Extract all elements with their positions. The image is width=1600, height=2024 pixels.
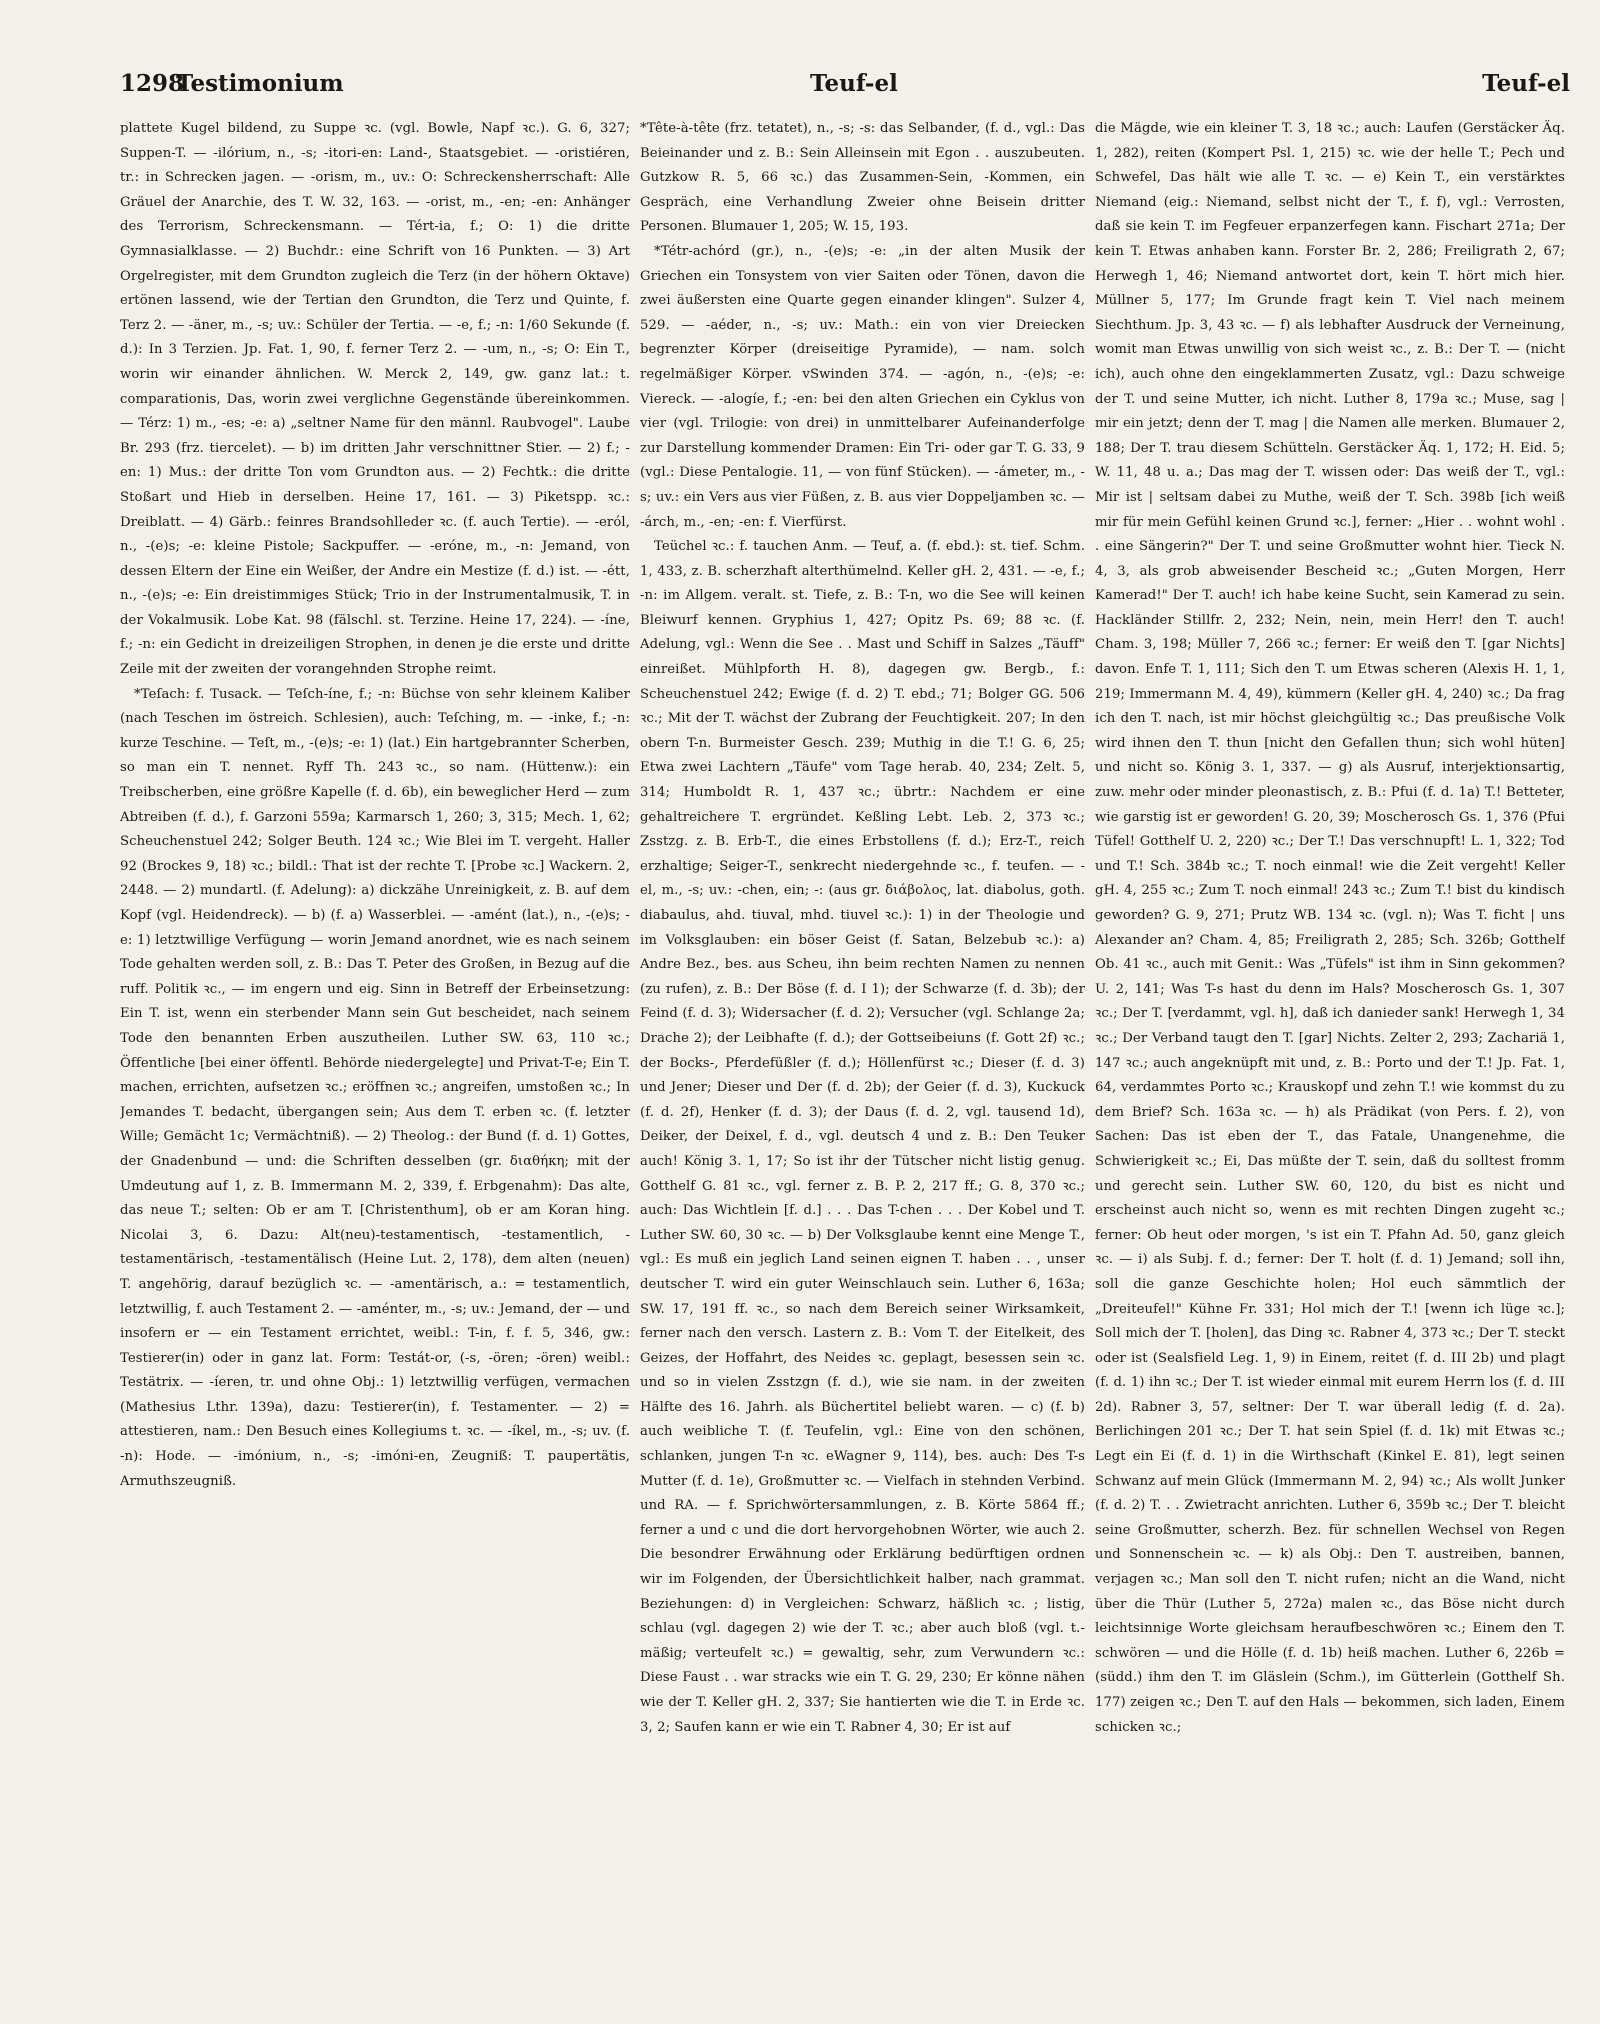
center-catchword: Teuf-el — [810, 70, 898, 97]
column-right — [1095, 117, 1565, 2007]
entry-paragraph: plattete Kugel bildend, zu Suppe ꝛc. (vgl. Bowle, Napf ꝛc.). G. 6, 327; Suppen-T. — -ilórium, n., -s; -itori-en: Land-, Staatsgebiet. — -oristiéren, tr.: in Schrecken jagen. — -orism, m., uv.: O: Schreckensherrschaft: Alle Gräuel der Anarchie, des T. W. 32, 163. — -orist, m., -en; -en: Anhänger des Terrorism, Schreckensmann. — Tért-ia, f.; O: 1) die dritte Gymnasialklasse. — 2) Buchdr.: eine Schrift von 16 Punkten. — 3) Art Orgelregister, mit dem Grundton zugleich die Terz (in der höhern Oktave) ertönen lassend, wie der Tertian den Grundton, die Terz und Quinte, f. Terz 2. — -äner, m., -s; uv.: Schüler der Tertia. — -e, f.; -n: 1/60 Sekunde (f. d.): In 3 Terzien. Jp. Fat. 1, 90, f. ferner Terz 2. — -um, n., -s; O: Ein T., worin wir einander ähnlichen. W. Merck 2, 149, gw. ganz lat.: t. comparationis, Das, worin zwei verglichne Gegenstände übereinkommen. — Térz: 1) m., -es; -e: a) „seltner Name für den männl. Raubvogel". Laube Br. 293 (frz. tiercelet). — b) im dritten Jahr verschnittner Stier. — 2) f.; -en: 1) Mus.: der dritte Ton vom Grundton aus. — 2) Fechtk.: die dritte Stoßart und Hieb in derselben. Heine 17, 161. — 3) Piketspp. ꝛc.: Dreiblatt. — 4) Gärb.: feinres Brandsohlleder ꝛc. (f. auch Tertie). — -eról, n., -(e)s; -e: kleine Pistole; Sackpuffer. — -eróne, m., -n: Jemand, von dessen Eltern der Eine ein Weißer, der Andre ein Mestize (f. d.) ist. — -étt, n., -(e)s; -e: Ein dreistimmiges Stück; Trio in der Instrumentalmusik, T. in der Vokalmusik. Lobe Kat. 98 (fälschl. st. Terzine. Heine 17, 224). — -íne, f.; -n: ein Gedicht in dreizeiligen Strophen, in denen je die erste und dritte Zeile mit der zweiten der vorangehnden Strophe reimt. — [120, 121, 630, 678]
column-middle — [640, 117, 1085, 2007]
right-catchword: Teuf-el — [1482, 70, 1570, 97]
entry-paragraph: *Teſach: f. Tusack. — Teſch-íne, f.; -n: Büchse von sehr kleinem Kaliber (nach Teschen im östreich. Schlesien), auch: Teſching, m. — -inke, f.; -n: kurze Teschine. — Teſt, m., -(e)s; -e: 1) (lat.) Ein hartgebrannter Scherben, so man ein T. nennet. Ryff Th. 243 ꝛc., so nam. (Hüttenw.): ein Treibscherben, eine größre Kapelle (f. d. 6b), ein beweglicher Herd — zum Abtreiben (f. d.), f. Garzoni 559a; Karmarsch 1, 260; 3, 315; Mech. 1, 62; Scheuchenstuel 242; Solger Beuth. 124 ꝛc.; Wie Blei im T. vergeht. Haller 92 (Brockes 9, 18) ꝛc.; bildl.: That ist der rechte T. [Probe ꝛc.] Wackern. 2, 2448. — 2) mundartl. (f. Adelung): a) dickzähe Unreinigkeit, z. B. auf dem Kopf (vgl. Heidendreck). — b) (f. a) Wasserblei. — -amént (lat.), n., -(e)s; -e: 1) letztwillige Verfügung — worin Jemand anordnet, wie es nach seinem Tode gehalten werden soll, z. B.: Das T. Peter des Großen, in Bezug auf die ruff. Politik ꝛc., — im engern und eig. Sinn in Betreff der Erbeinsetzung: Ein T. ist, wenn ein sterbender Mann sein Gut bescheidet, nach seinem Tode den benannten Erben auszutheilen. Luther SW. 63, 110 ꝛc.; Öffentliche [bei einer öffentl. Behörde niedergelegte] und Privat-T-e; Ein T. machen, errichten, aufsetzen ꝛc.; eröffnen ꝛc.; angreifen, umstoßen ꝛc.; In Jemandes T. bedacht, übergangen sein; Aus dem T. erben ꝛc. (f. letzter Wille; Gemächt 1c; Vermächtniß). — 2) Theolog.: der Bund (f. d. 1) Gottes, der Gnadenbund — und: die Schriften desselben (gr. διαθήκη; mit der Umdeutung auf 1, z. B. Immermann M. 2, 339, f. Erbgenahm): Das alte, das neue T.; selten: Ob er am T. [Christenthum], ob er am Koran hing. Nicolai 3, 6. Dazu: Alt(neu)-testamentisch, -testamentlich, -testamentärisch, -testamentälisch (Heine Lut. 2, 178), dem alten (neuen) T. angehörig, darauf bezüglich ꝛc. — -amentärisch, a.: = testamentlich, letztwillig, f. auch Testament 2. — -aménter, m., -s; uv.: Jemand, der — und insofern er — ein Testament errichtet, weibl.: T-in, f. f. 5, 346, gw.: Testierer(in) oder in ganz lat. Form: Testát-or, (-s, -ören; -ören) weibl.: Testätrix. — -íeren, tr. und ohne Obj.: 1) letztwillig verfügen, vermachen (Mathesius Lthr. 139a), dazu: Testierer(in), f. Testamenter. — 2) = attestieren, nam.: Den Besuch eines Kollegiums t. ꝛc. — -íkel, m., -s; uv. (f. -n): Hode. — -imónium, n., -s; -imóni-en, Zeugniß: T. paupertätis, Armuthszeugniß. — [120, 686, 630, 1489]
column-left — [120, 117, 630, 2007]
entry-paragraph: *Tétr-achórd (gr.), n., -(e)s; -e: „in der alten Musik der Griechen ein Tonsystem von vier Saiten oder Tönen, davon die zwei äußersten eine Quarte gegen einander klingen". Sulzer 4, 529. — -aéder, n., -s; uv.: Math.: ein von vier Dreiecken begrenzter Körper (dreiseitige Pyramide), — nam. solch regelmäßiger Körper. vSwinden 374. — -agón, n., -(e)s; -e: Viereck. — -alogíe, f.; -en: bei den alten Griechen ein Cyklus von vier (vgl. Trilogie: von drei) in unmittelbarer Aufeinanderfolge zur Darstellung kommender Dramen: Ein Tri- oder gar T. G. 33, 9 (vgl.: Diese Pentalogie. 11, — von fünf Stücken). — -ámeter, m., -s; uv.: ein Vers aus vier Füßen, z. B. aus vier Doppeljamben ꝛc. — -árch, m., -en; -en: f. Vierfürst. — [640, 243, 1085, 530]
entry-paragraph: *Tête-à-tête (frz. tetatet), n., -s; -s: das Selbander, (f. d., vgl.: Das Beieinander und z. B.: Sein Alleinsein mit Egon . . auszubeuten. Gutzkow R. 5, 66 ꝛc.) das Zusammen-Sein, -Kommen, ein Gespräch, eine Verhandlung Zweier ohne Beisein dritter Personen. Blumauer 1, 205; W. 15, 193. — [640, 121, 1085, 235]
entry-paragraph: Teüchel ꝛc.: f. tauchen Anm. — Teuf, a. (f. ebd.): st. tief. Schm. 1, 433, z. B. scherzhaft alterthümelnd. Keller gH. 2, 431. — -e, f.; -n: im Allgem. veralt. st. Tiefe, z. B.: T-n, wo die See will keinen Bleiwurf kennen. Gryphius 1, 427; Opitz Ps. 69; 88 ꝛc. (f. Adelung, vgl.: Wenn die See . . Mast und Schiff in Salzes „Täuff" einreißet. Mühlpforth H. 8), dagegen gw. Bergb., f.: Scheuchenstuel 242; Ewige (f. d. 2) T. ebd.; 71; Bolger GG. 506 ꝛc.; Mit der T. wächst der Zubrang der Feuchtigkeit. 207; In den obern T-n. Burmeister Gesch. 239; Muthig in die T.! G. 6, 25; Etwa zwei Lachtern „Täufe" vom Tage herab. 40, 234; Zelt. 5, 314; Humboldt R. 1, 437 ꝛc.; übrtr.: Nachdem er eine gehaltreichere T. ergründet. Keßling Lebt. Leb. 2, 373 ꝛc.; Zsstzg. z. B. Erb-T., die eines Erbstollens (f. d.); Erz-T., reich erzhaltige; Seiger-T., senkrecht niedergehnde ꝛc., f. teufen. — -el, m., -s; uv.: -chen, ein; -: (aus gr. διάβολος, lat. diabolus, goth. diabaulus, ahd. tiuval, mhd. tiuvel ꝛc.): 1) in der Theologie und im Volksglauben: ein böser Geist (f. Satan, Belzebub ꝛc.): a) Andre Bez., bes. aus Scheu, ihn beim rechten Namen zu nennen (zu rufen), z. B.: Der Böse (f. d. I 1); der Schwarze (f. d. 3b); der Feind (f. d. 3); Widersacher (f. d. 2); Versucher (vgl. Schlange 2a; Drache 2); der Leibhafte (f. d.); der Gottseibeiuns (f. Gott 2f) ꝛc.; der Bocks-, Pferdefüßler (f. d.); Höllenfürst ꝛc.; Dieser (f. d. 3) und Jener; Dieser und Der (f. d. 2b); der Geier (f. d. 3), Kuckuck (f. d. 2f), Henker (f. d. 3); der Daus (f. d. 2, vgl. tausend 1d), Deiker, der Deixel, f. d., vgl. deutsch 4 und z. B.: Den Teuker auch! König 3. 1, 17; So ist ihr der Tütscher nicht listig genug. Gotthelf G. 81 ꝛc., vgl. ferner z. B. P. 2, 217 ff.; G. 8, 370 ꝛc.; auch: Das Wichtlein [f. d.] . . . Das T-chen . . . Der Kobel und T. Luther SW. 60, 30 ꝛc. — b) Der Volksglaube kennt eine Menge T., vgl.: Es muß ein jeglich Land seinen eignen T. haben . . , unser deutscher T. wird ein guter Weinschlauch sein. Luther 6, 163a; SW. 17, 191 ff. ꝛc., so nach dem Bereich seiner Wirksamkeit, ferner nach den versch. Lastern z. B.: Vom T. der Eitelkeit, des Geizes, der Hoffahrt, des Neides ꝛc. geplagt, besessen sein ꝛc. und so in vielen Zsstzgn (f. d.), wie sie nam. in der zweiten Hälfte des 16. Jahrh. als Büchertitel beliebt waren. — c) (f. b) auch weibliche T. (f. Teufelin, vgl.: Eine von den schönen, schlanken, jungen T-n ꝛc. eWagner 9, 114), bes. auch: Des T-s Mutter (f. d. 1e), Großmutter ꝛc. — Vielfach in stehnden Verbind. und RA. — f. Sprichwörtersammlungen, z. B. Körte 5864 ff.; ferner a und c und die dort hervorgehobnen Wörter, wie auch 2. Die besondrer Erwähnung oder Erklärung bedürftigen ordnen wir im Folgenden, der Übersichtlichkeit halber, nach grammat. Beziehungen: d) in Vergleichen: Schwarz, häßlich ꝛc. ; listig, schlau (vgl. dagegen 2) wie der T. ꝛc.; aber auch bloß (vgl. t.-mäßig; verteufelt ꝛc.) = gewaltig, sehr, zum Verwundern ꝛc.: Diese Faust . . war stracks wie ein T. G. 29, 230; Er könne nähen wie der T. Keller gH. 2, 337; Sie hantierten wie die T. in Erde ꝛc. 3, 2; Saufen kann er wie ein T. Rabner 4, 30; Er ist auf — [640, 539, 1085, 1735]
page-number: 1298 — [120, 70, 185, 97]
entry-paragraph: die Mägde, wie ein kleiner T. 3, 18 ꝛc.; auch: Laufen (Gerstäcker Äq. 1, 282), reiten (Kompert Psl. 1, 215) ꝛc. wie der helle T.; Pech und Schwefel, Das hält wie alle T. ꝛc. — e) Kein T., ein verstärktes Niemand (eig.: Niemand, selbst nicht der T., f. f), vgl.: Verrosten, daß sie kein T. im Fegfeuer erpanzerfegen kann. Fischart 271a; Der kein T. Etwas anhaben kann. Forster Br. 2, 286; Freiligrath 2, 67; Herwegh 1, 46; Niemand antwortet dort, kein T. hört mich hier. Müllner 5, 177; Im Grunde fragt kein T. Viel nach meinem Siechthum. Jp. 3, 43 ꝛc. — f) als lebhafter Ausdruck der Verneinung, womit man Etwas unwillig von sich weist ꝛc., z. B.: Der T. — (nicht ich), auch ohne den eingeklammerten Zusatz, vgl.: Dazu schweige der T. und seine Mutter, ich nicht. Luther 8, 179a ꝛc.; Muse, sag | mir ein jetzt; denn der T. mag | die Namen alle merken. Blumauer 2, 188; Der T. trau diesem Schütteln. Gerstäcker Äq. 1, 172; H. Eid. 5; W. 11, 48 u. a.; Das mag der T. wissen oder: Das weiß der T., vgl.: Mir ist | seltsam dabei zu Muthe, weiß der T. Sch. 398b [ich weiß mir für mein Gefühl keinen Grund ꝛc.], ferner: „Hier . . wohnt wohl . . eine Sängerin?" Der T. und seine Großmutter wohnt hier. Tieck N. 4, 3, als grob abweisender Bescheid ꝛc.; „Guten Morgen, Herr Kamerad!" Der T. auch! ich habe keine Sucht, sein Kamerad zu sein. Hackländer Stillfr. 2, 232; Nein, nein, mein Herr! den T. auch! Cham. 3, 198; Müller 7, 266 ꝛc.; ferner: Er weiß den T. [gar Nichts] davon. Enfe T. 1, 111; Sich den T. um Etwas scheren (Alexis H. 1, 1, 219; Immermann M. 4, 49), kümmern (Keller gH. 4, 240) ꝛc.; Da frag ich den T. nach, ist mir höchst gleichgültig ꝛc.; Das preußische Volk wird ihnen den T. thun [nicht den Gefallen thun; sich wohl hüten] und nicht so. König 3. 1, 337. — g) als Ausruf, interjektionsartig, zuw. mehr oder minder pleonastisch, z. B.: Pfui (f. d. 1a) T.! Betteter, wie garstig ist er geworden! G. 20, 39; Moscherosch Gs. 1, 376 (Pfui Tüfel! Gotthelf U. 2, 220) ꝛc.; Der T.! Das verschnupft! L. 1, 322; Tod und T.! Sch. 384b ꝛc.; T. noch einmal! wie die Zeit vergeht! Keller gH. 4, 255 ꝛc.; Zum T. noch einmal! 243 ꝛc.; Zum T.! bist du kindisch geworden? G. 9, 271; Prutz WB. 134 ꝛc. (vgl. n); Was T. ficht | uns Alexander an? Cham. 4, 85; Freiligrath 2, 285; Sch. 326b; Gotthelf Ob. 41 ꝛc., auch mit Genit.: Was „Tüfels" ist ihm in Sinn gekommen? U. 2, 141; Was T-s hast du denn im Hals? Moscherosch Gs. 1, 307 ꝛc.; Der T. [verdammt, vgl. h], daß ich danieder sank! Herwegh 1, 34 ꝛc.; Der Verband taugt den T. [gar] Nichts. Zelter 2, 293; Zachariä 1, 147 ꝛc.; auch angeknüpft mit und, z. B.: Porto und der T.! Jp. Fat. 1, 64, verdammtes Porto ꝛc.; Krauskopf und zehn T.! wie kommst du zu dem Brief? Sch. 163a ꝛc. — h) als Prädikat (von Pers. f. 2), von Sachen: Das ist eben der T., das Fatale, Unangenehme, die Schwierigkeit ꝛc.; Ei, Das müßte der T. sein, daß du solltest fromm und gerecht sein. Luther SW. 60, 120, du bist es nicht und erscheinst auch nicht so, wenn es mit rechten Dingen zugeht ꝛc.; ferner: Ob heut oder morgen, 's ist ein T. Pfahn Ad. 50, ganz gleich ꝛc. — i) als Subj. f. d.; ferner: Der T. holt (f. d. 1) Jemand; soll ihn, soll die ganze Geschichte holen; Hol euch sämmtlich der „Dreiteufel!" Kühne Fr. 331; Hol mich der T.! [wenn ich lüge ꝛc.]; Soll mich der T. [holen], das Ding ꝛc. Rabner 4, 373 ꝛc.; Der T. steckt oder ist (Sealsfield Leg. 1, 9) in Einem, reitet (f. d. III 2b) und plagt (f. d. 1) ihn ꝛc.; Der T. ist wieder einmal mit eurem Herrn los (f. d. III 2d). Rabner 3, 57, seltner: Der T. war überall ledig (f. d. 2a). Berlichingen 201 ꝛc.; Der T. hat sein Spiel (f. d. 1k) mit Etwas ꝛc.; Legt ein Ei (f. d. 1) in die Wirthschaft (Kinkel E. 81), legt seinen Schwanz auf mein Glück (Immermann M. 2, 94) ꝛc.; Als wollt Junker (f. d. 2) T. . . Zwietracht anrichten. Luther 6, 359b ꝛc.; Der T. bleicht seine Großmutter, scherzh. Bez. für schnellen Wechsel von Regen und Sonnenschein ꝛc. — k) als Obj.: Den T. austreiben, bannen, verjagen ꝛc.; Man soll den T. nicht rufen; nicht an die Wand, nicht über die Thür (Luther 5, 272a) malen ꝛc., das Böse nicht durch leichtsinnige Worte gleichsam heraufbeschwören ꝛc.; Einem den T. schwören — und die Hölle (f. d. 1b) heiß machen. Luther 6, 226b = (südd.) ihm den T. im Gläslein (Schm.), im Gütterlein (Gotthelf Sh. 177) zeigen ꝛc.; Den T. auf den Hals — bekommen, sich laden, Einem schicken ꝛc.; — [1095, 121, 1565, 1735]
left-catchword: Testimonium — [176, 70, 344, 97]
running-header — [120, 70, 1570, 106]
